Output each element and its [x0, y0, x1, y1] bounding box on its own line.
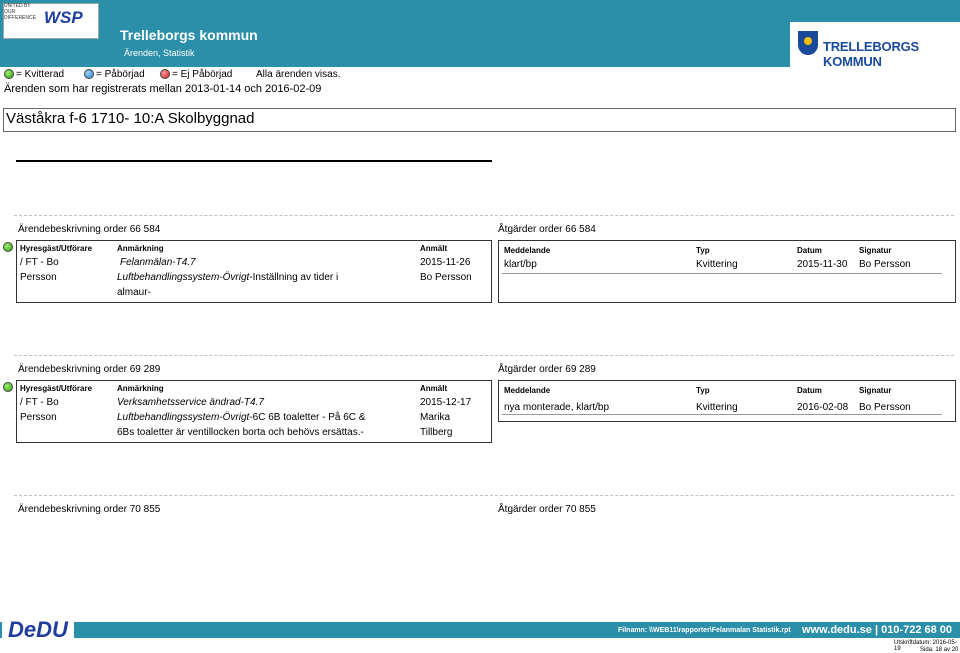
- col-meddelande: Meddelande: [504, 386, 551, 395]
- col-anmarkning: Anmärkning: [117, 384, 164, 393]
- order-actions-label: Åtgärder order 69 289: [498, 364, 596, 375]
- anmarkning-title: Verksamhetsservice ändrad-T4.7: [117, 397, 264, 408]
- anmarkning-line1: [117, 272, 338, 283]
- anmarkning-text: -6C 6B toaletter - På 6C &: [249, 412, 366, 423]
- dedu-logo: DeDU: [2, 618, 74, 642]
- kommun-crest-icon: [798, 31, 818, 55]
- section-divider: [14, 355, 954, 356]
- status-kvitterad-icon: [3, 382, 13, 392]
- page-number: Sida: 18 av 20: [920, 647, 959, 653]
- action-datum: 2016-02-08: [797, 402, 849, 413]
- col-typ: Typ: [696, 386, 710, 395]
- anmarkning-line2: 6Bs toaletter är ventillocken borta och behövs ersättas.-: [117, 427, 364, 438]
- anmarkning-line1: [117, 412, 365, 423]
- col-datum: Datum: [797, 386, 822, 395]
- section-divider: [14, 495, 954, 496]
- legend-kvitterad: = Kvitterad: [16, 69, 65, 80]
- anmarkning-title: Felanmälan-T4.7: [120, 257, 196, 268]
- footer-filename: Filnamn: \\WEB11\rapporter\Felanmalan Statistik.rpt: [618, 627, 791, 634]
- order-actions-label: Åtgärder order 70 855: [498, 504, 596, 515]
- col-signatur: Signatur: [859, 386, 892, 395]
- anmarkning-category: Luftbehandlingssystem-Övrigt: [117, 412, 250, 423]
- anmarkning-text: -Inställning av tider i: [249, 272, 339, 283]
- order-desc-label: Ärendebeskrivning order 69 289: [18, 364, 161, 375]
- order-desc-label: Ärendebeskrivning order 66 584: [18, 224, 161, 235]
- col-hyresgast: Hyresgäst/Utförare: [20, 244, 93, 253]
- row-underline: [502, 273, 942, 274]
- action-typ: Kvittering: [696, 259, 738, 270]
- legend-all: Alla ärenden visas.: [256, 69, 341, 80]
- wsp-tagline: UNITED BY OUR DIFFERENCE: [4, 3, 36, 21]
- hyresgast-line2: Persson: [20, 412, 57, 423]
- page-title: Trelleborgs kommun: [120, 27, 258, 43]
- hyresgast-line2: Persson: [20, 272, 57, 283]
- status-green-icon: [4, 69, 14, 79]
- status-blue-icon: [84, 69, 94, 79]
- footer-website[interactable]: www.dedu.se | 010-722 68 00: [802, 624, 953, 636]
- legend-ej-paborjad: = Ej Påbörjad: [172, 69, 233, 80]
- anmalt-by-2: Tillberg: [420, 427, 453, 438]
- col-meddelande: Meddelande: [504, 246, 551, 255]
- wsp-logo-text: WSP: [44, 8, 83, 27]
- action-meddelande: nya monterade, klart/bp: [504, 402, 610, 413]
- row-underline: [502, 414, 942, 415]
- col-anmalt: Anmält: [420, 384, 448, 393]
- status-kvitterad-icon: [3, 242, 13, 252]
- anmalt-date: 2015-11-26: [420, 257, 471, 268]
- action-datum: 2015-11-30: [797, 259, 848, 270]
- hyresgast-line1: / FT - Bo: [20, 397, 59, 408]
- action-signatur: Bo Persson: [859, 259, 911, 270]
- anmalt-by: Bo Persson: [420, 272, 472, 283]
- page-subtitle: Ärenden, Statistik: [124, 48, 195, 58]
- date-range: Ärenden som har registrerats mellan 2013-01-14 och 2016-02-09: [4, 83, 322, 95]
- section-divider: [14, 215, 954, 216]
- action-signatur: Bo Persson: [859, 402, 911, 413]
- action-meddelande: klart/bp: [504, 259, 537, 270]
- col-typ: Typ: [696, 246, 710, 255]
- order-desc-label: Ärendebeskrivning order 70 855: [18, 504, 161, 515]
- anmarkning-line2: almaur-: [117, 287, 151, 298]
- hyresgast-line1: / FT - Bo: [20, 257, 59, 268]
- anmalt-by: Marika: [420, 412, 451, 423]
- divider: [16, 160, 492, 162]
- col-anmalt: Anmält: [420, 244, 448, 253]
- status-red-icon: [160, 69, 170, 79]
- col-hyresgast: Hyresgäst/Utförare: [20, 384, 93, 393]
- anmarkning-category: Luftbehandlingssystem-Övrigt: [117, 272, 250, 283]
- col-signatur: Signatur: [859, 246, 892, 255]
- col-datum: Datum: [797, 246, 822, 255]
- anmalt-date: 2015-12-17: [420, 397, 472, 408]
- project-title: Väståkra f-6 1710- 10:A Skolbyggnad: [6, 110, 255, 127]
- order-actions-label: Åtgärder order 66 584: [498, 224, 596, 235]
- print-date: Utskriftdatum: 2016-05-19: [894, 640, 957, 652]
- kommun-logo-text: TRELLEBORGS KOMMUN: [823, 39, 920, 69]
- col-anmarkning: Anmärkning: [117, 244, 164, 253]
- action-typ: Kvittering: [696, 402, 738, 413]
- legend-paborjad: = Påbörjad: [96, 69, 145, 80]
